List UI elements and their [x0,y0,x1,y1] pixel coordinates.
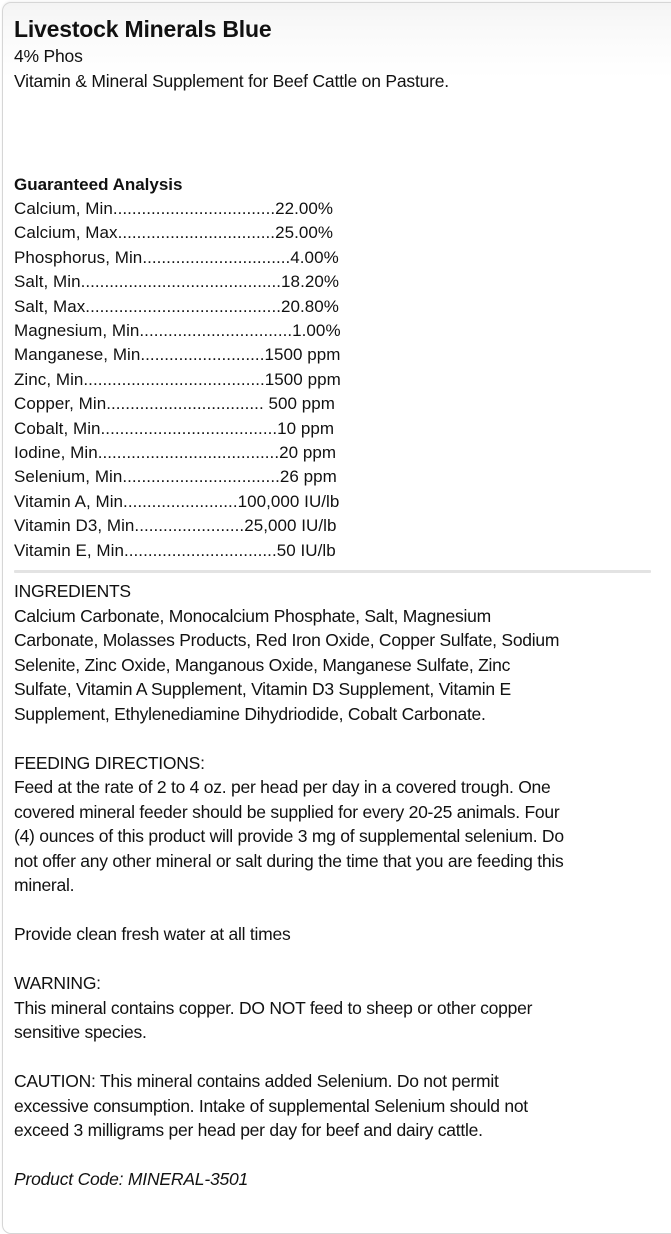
feeding-line: covered mineral feeder should be supplied for every 20-25 animals. Four [14,801,560,822]
product-subtitle: 4% Phos [14,46,83,66]
spacer [14,1045,664,1070]
analysis-row-vitamin-d3-min: Vitamin D3, Min.......................25,000 IU/lb [14,516,337,536]
analysis-row-vitamin-e-min: Vitamin E, Min................................50 IU/lb [14,540,336,560]
product-code: Product Code: MINERAL-3501 [14,1169,249,1190]
feeding-directions-section [14,751,664,947]
ingredients-line: Sulfate, Vitamin A Supplement, Vitamin D3 Supplement, Vitamin E [14,679,511,700]
caution-section [14,1069,664,1143]
ingredients-line: Supplement, Ethylenediamine Dihydriodide, Cobalt Carbonate. [14,703,486,724]
analysis-heading: Guaranteed Analysis [14,175,183,194]
spacer [14,726,664,751]
analysis-row-manganese-min: Manganese, Min..........................1500 ppm [14,345,341,365]
analysis-row-zinc-min: Zinc, Min......................................1500 ppm [14,369,341,389]
feeding-line: not offer any other mineral or salt during the time that you are feeding this [14,850,564,871]
analysis-row-calcium-max: Calcium, Max.................................25.00% [14,223,334,243]
analysis-row-cobalt-min: Cobalt, Min.....................................10 ppm [14,418,335,438]
product-title: Livestock Minerals Blue [14,16,272,42]
warning-line: sensitive species. [14,1022,147,1043]
product-description: Vitamin & Mineral Supplement for Beef Cattle on Pasture. [14,70,449,91]
analysis-row-vitamin-a-min: Vitamin A, Min........................100,000 IU/lb [14,491,340,511]
feeding-line: (4) ounces of this product will provide 3 mg of supplemental selenium. Do [14,826,564,847]
product-label-content [14,14,664,1192]
ingredients-line: Calcium Carbonate, Monocalcium Phosphate, Salt, Magnesium [14,605,491,626]
ingredients-line: Selenite, Zinc Oxide, Manganous Oxide, Manganese Sulfate, Zinc [14,654,511,675]
analysis-row-salt-max: Salt, Max.........................................20.80% [14,296,339,316]
analysis-row-copper-min: Copper, Min................................. 500 ppm [14,394,336,414]
spacer [14,947,664,972]
feeding-line: Feed at the rate of 2 to 4 oz. per head per day in a covered trough. One [14,777,551,798]
ingredients-section [14,579,664,726]
guaranteed-analysis [14,173,664,563]
caution-line: exceed 3 milligrams per head per day for beef and dairy cattle. [14,1120,483,1141]
water-note: Provide clean fresh water at all times [14,924,291,945]
caution-line: excessive consumption. Intake of supplemental Selenium should not [14,1095,528,1116]
warning-line: This mineral contains copper. DO NOT feed to sheep or other copper [14,997,533,1018]
spacer [14,93,664,173]
feeding-line: mineral. [14,875,75,896]
analysis-row-calcium-min: Calcium, Min..................................22.00% [14,199,334,218]
spacer [14,898,664,923]
analysis-row-phosphorus-min: Phosphorus, Min...............................4.00% [14,247,339,267]
analysis-row-salt-min: Salt, Min..........................................18.20% [14,272,340,292]
caution-line: CAUTION: This mineral contains added Selenium. Do not permit [14,1071,499,1092]
warning-heading: WARNING: [14,973,101,994]
warning-section [14,971,664,1045]
analysis-row-iodine-min: Iodine, Min......................................20 ppm [14,443,337,463]
ingredients-heading: INGREDIENTS [14,581,131,602]
feeding-heading: FEEDING DIRECTIONS: [14,752,205,773]
analysis-row-magnesium-min: Magnesium, Min................................1.00% [14,321,341,341]
analysis-row-selenium-min: Selenium, Min.................................26 ppm [14,467,337,487]
spacer [14,1143,664,1168]
section-divider [14,570,651,573]
ingredients-line: Carbonate, Molasses Products, Red Iron Oxide, Copper Sulfate, Sodium [14,630,560,651]
